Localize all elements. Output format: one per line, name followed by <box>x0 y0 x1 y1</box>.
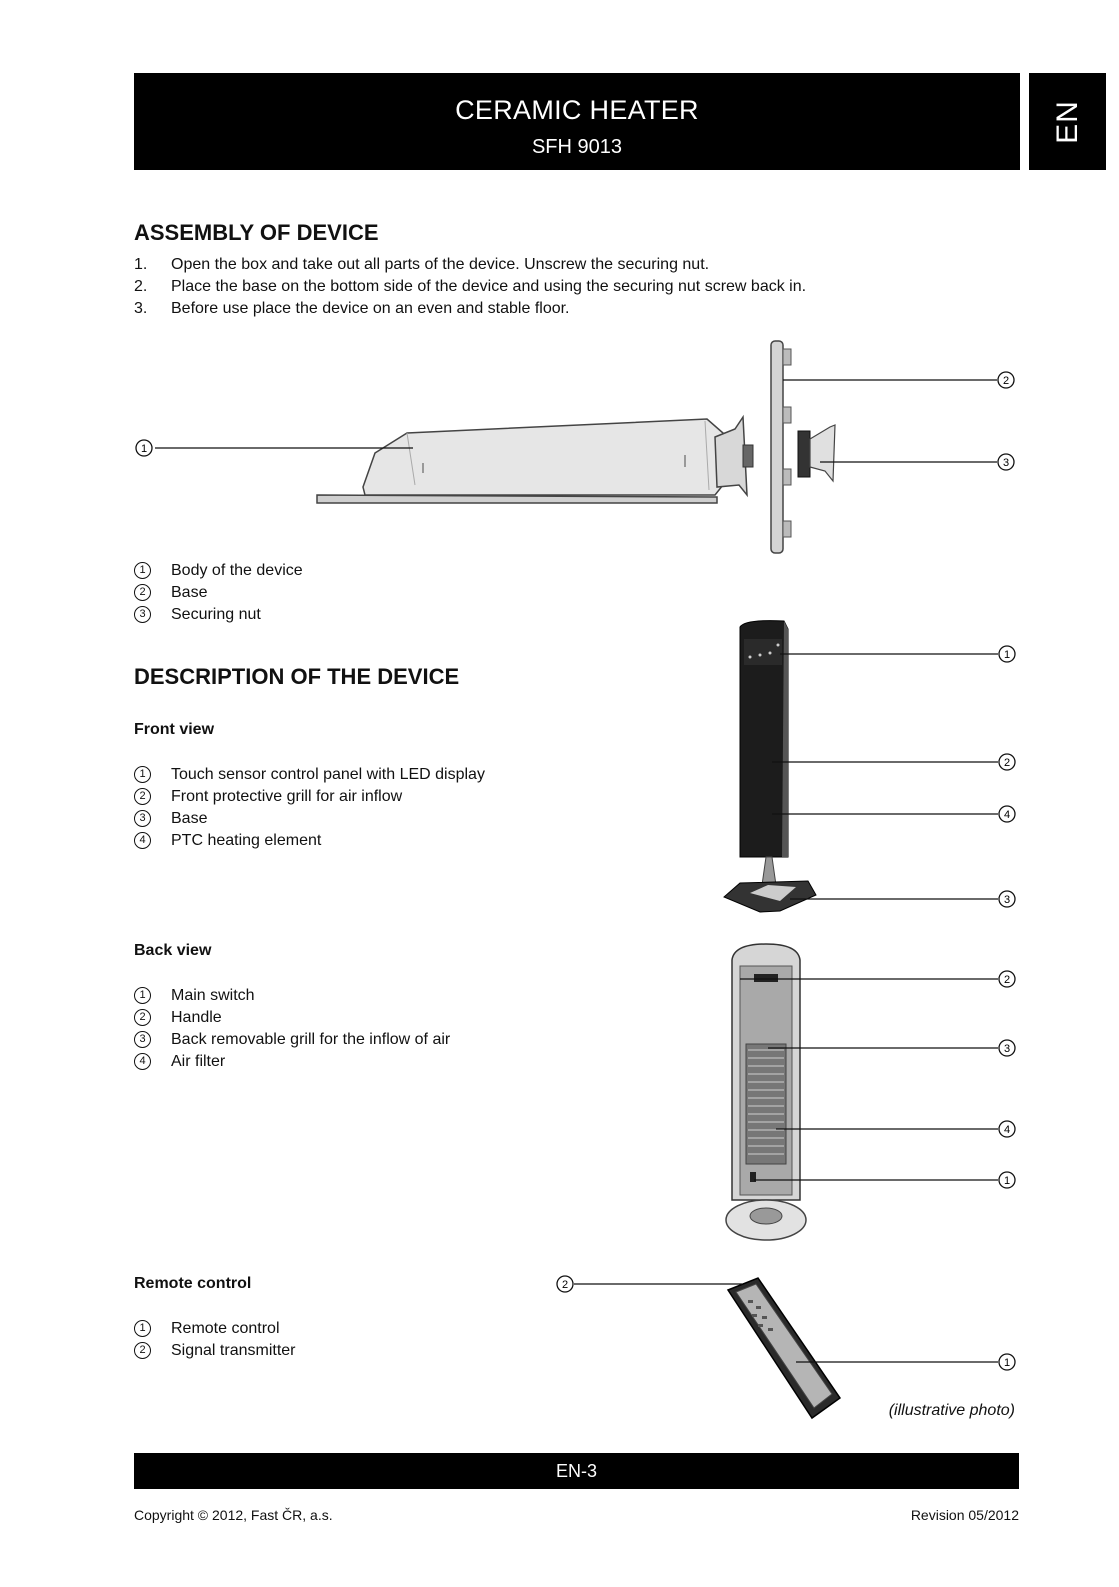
legend-number: 3 <box>134 810 151 827</box>
language-tab <box>1029 73 1106 170</box>
callout-label: 2 <box>1003 974 1011 986</box>
callout-label: 1 <box>140 443 148 455</box>
legend-number: 1 <box>134 1320 151 1337</box>
step-number: 3. <box>134 300 148 317</box>
illustrative-photo-note: (illustrative photo) <box>888 1402 1015 1419</box>
callout-label: 1 <box>1003 1357 1011 1369</box>
description-heading: DESCRIPTION OF THE DEVICE <box>134 664 460 689</box>
legend-number: 2 <box>134 788 151 805</box>
legend-item <box>134 1029 450 1051</box>
legend-item <box>134 830 485 852</box>
legend-item <box>134 604 303 626</box>
legend-item <box>134 1007 450 1029</box>
callout-label: 4 <box>1003 809 1011 821</box>
legend-text: Front protective grill for air inflow <box>171 788 403 805</box>
page-number: EN-3 <box>555 1461 597 1481</box>
legend-item <box>134 582 303 604</box>
front-view-legend <box>134 764 485 852</box>
legend-number: 4 <box>134 1053 151 1070</box>
assembly-step <box>134 298 934 320</box>
callout-label: 4 <box>1003 1124 1011 1136</box>
legend-item <box>134 764 485 786</box>
legend-text: Back removable grill for the inflow of air <box>171 1031 451 1048</box>
header-bar <box>134 73 1020 170</box>
callout-label: 3 <box>1002 457 1010 469</box>
legend-text: Signal transmitter <box>171 1342 296 1359</box>
front-view-heading: Front view <box>134 721 215 738</box>
callout-label: 2 <box>1002 375 1010 387</box>
legend-item <box>134 808 485 830</box>
model-number: SFH 9013 <box>531 136 623 158</box>
assembly-steps <box>134 254 934 320</box>
legend-number: 1 <box>134 766 151 783</box>
remote-control-heading: Remote control <box>134 1275 252 1292</box>
step-text: Place the base on the bottom side of the device and using the securing nut screw back in. <box>171 278 807 295</box>
assembly-step <box>134 254 934 276</box>
legend-number: 4 <box>134 832 151 849</box>
legend-text: Body of the device <box>171 562 303 579</box>
front-view-illustration <box>710 615 1030 920</box>
legend-item <box>134 1051 450 1073</box>
legend-text: Securing nut <box>171 606 261 623</box>
legend-text: Base <box>171 584 208 601</box>
step-text: Open the box and take out all parts of the device. Unscrew the securing nut. <box>171 256 710 273</box>
legend-text: Main switch <box>171 987 255 1004</box>
callout-label: 3 <box>1003 1043 1011 1055</box>
assembly-step <box>134 276 934 298</box>
callout-label: 1 <box>1003 1175 1011 1187</box>
legend-item <box>134 1340 296 1362</box>
callout-label: 1 <box>1003 649 1011 661</box>
legend-number: 2 <box>134 584 151 601</box>
legend-text: Air filter <box>171 1053 226 1070</box>
assembly-illustration <box>125 335 1035 560</box>
legend-number: 2 <box>134 1342 151 1359</box>
legend-number: 3 <box>134 606 151 623</box>
assembly-legend <box>134 560 303 626</box>
callout-label: 2 <box>1003 757 1011 769</box>
callout-label: 2 <box>561 1279 569 1291</box>
legend-item <box>134 1318 296 1340</box>
legend-text: Remote control <box>171 1320 280 1337</box>
revision-text: Revision 05/2012 <box>910 1507 1019 1523</box>
legend-number: 1 <box>134 987 151 1004</box>
step-text: Before use place the device on an even and stable floor. <box>171 300 570 317</box>
step-number: 1. <box>134 256 148 273</box>
legend-text: PTC heating element <box>171 832 322 849</box>
legend-text: Handle <box>171 1009 222 1026</box>
legend-item <box>134 786 485 808</box>
document-title: CERAMIC HEATER <box>455 95 699 125</box>
legend-item <box>134 560 303 582</box>
legend-number: 2 <box>134 1009 151 1026</box>
callout-label: 3 <box>1003 894 1011 906</box>
language-label: EN <box>1050 99 1084 144</box>
legend-number: 1 <box>134 562 151 579</box>
legend-text: Base <box>171 810 208 827</box>
page-number-bar <box>134 1453 1019 1489</box>
remote-control-legend <box>134 1318 296 1362</box>
back-view-illustration <box>710 940 1030 1250</box>
legend-text: Touch sensor control panel with LED display <box>171 766 485 783</box>
copyright-text: Copyright © 2012, Fast ČR, a.s. <box>134 1507 333 1523</box>
back-view-legend <box>134 985 450 1073</box>
legend-number: 3 <box>134 1031 151 1048</box>
back-view-heading: Back view <box>134 942 212 959</box>
legend-item <box>134 985 450 1007</box>
step-number: 2. <box>134 278 148 295</box>
assembly-heading: ASSEMBLY OF DEVICE <box>134 220 379 245</box>
